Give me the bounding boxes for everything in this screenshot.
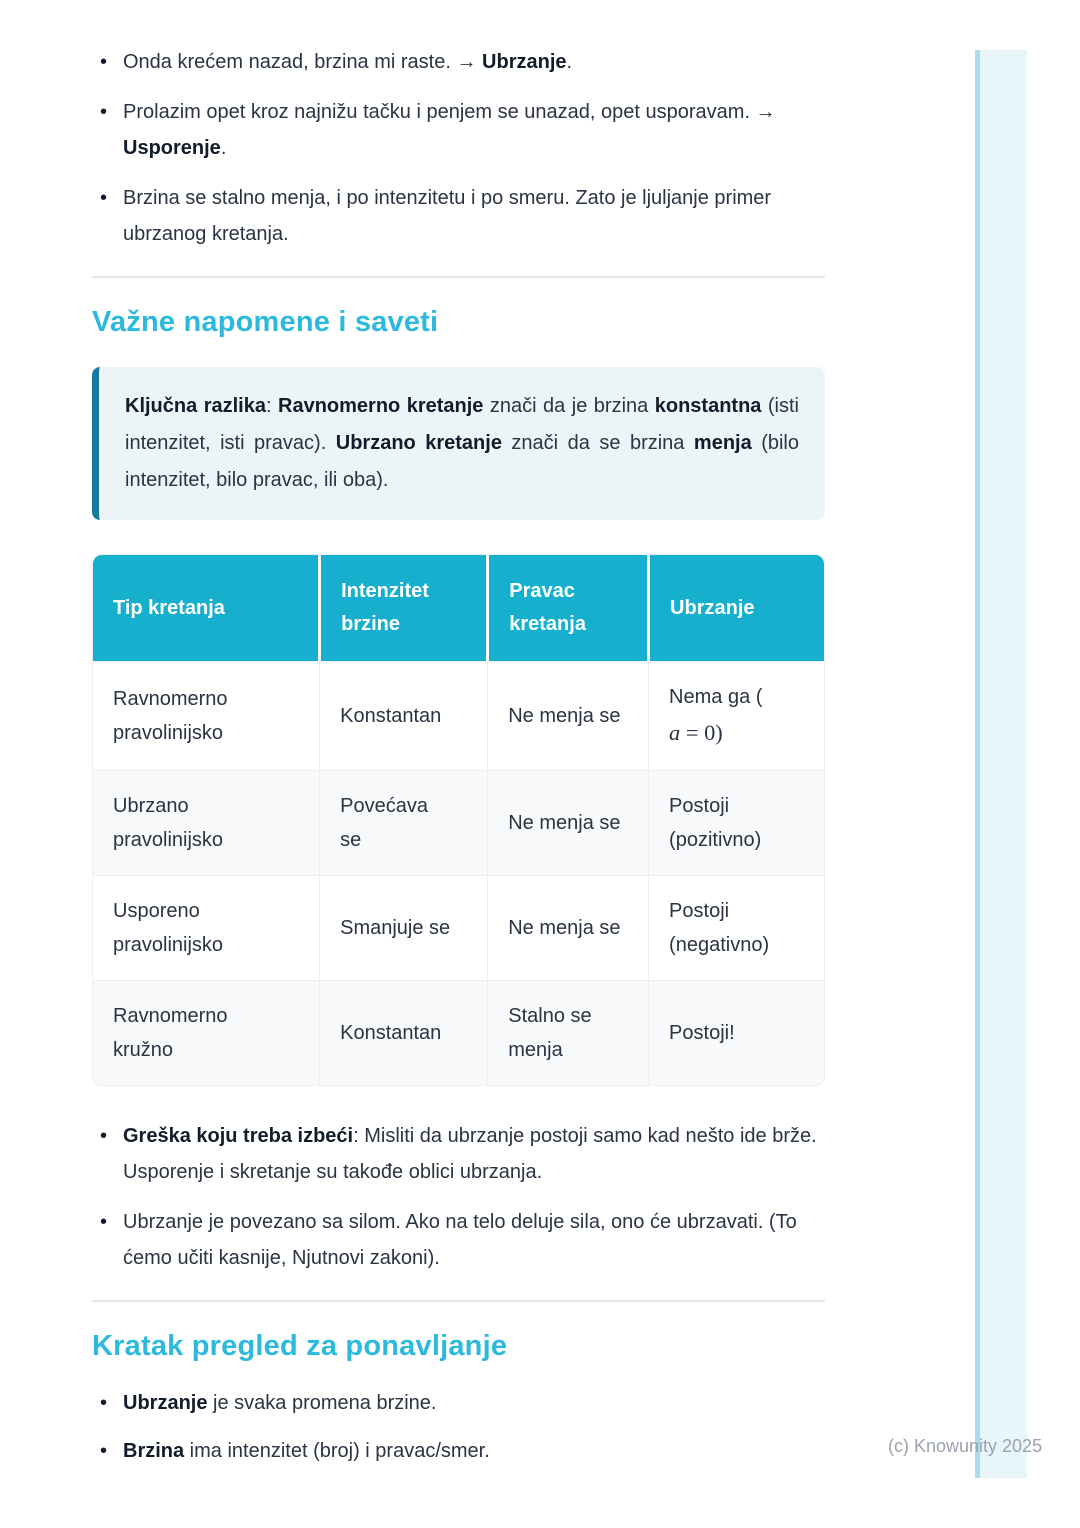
text: = 0) [680,720,723,745]
table-cell [649,981,824,1086]
bullet-item [92,1118,825,1190]
side-accent-bar [975,50,1027,1478]
text: Ravnomerno [113,1005,228,1028]
text: pravolinijsko [113,829,224,852]
bullet-item [92,1204,825,1276]
text: . [220,137,227,159]
table-header-row [93,555,824,662]
text: Povećava [340,795,428,818]
text: znači da je brzina [483,395,655,417]
watermark: (c) Knowunity 2025 [888,1436,1043,1456]
text: Ravnomerno [113,688,228,711]
text: Prolazim opet kroz najnižu tačku i penjem se unazad, opet usporavam. → [123,101,776,123]
text: pravolinijsko [113,934,224,957]
text: Nema ga ( [669,686,763,708]
table-row [93,771,824,876]
text: kružno [113,1039,174,1062]
text: : Misliti da ubrzanje postoji samo kad nešto ide brže. Usporenje i skretanje su takođe oblici ubrzanja. [123,1125,817,1184]
text: . [566,51,573,73]
bold-text: Ubrzano kretanje [335,432,502,454]
table-header-cell: Intenzitet brzine [320,555,488,662]
table-cell [488,662,649,771]
table-header-cell: Ubrzanje [649,555,824,662]
table-cell [649,662,824,771]
page-content [92,44,825,1481]
text: (pozitivno) [669,829,762,852]
text: Brzina se stalno menja, i po intenzitetu i po smeru. Zato je ljuljanje primer ubrzanog kretanja. [123,187,772,245]
bullet-item [92,1385,825,1421]
table-row [93,662,824,771]
table-header-cell: Pravac kretanja [488,555,649,662]
text: : [265,395,278,417]
table-cell [320,662,488,771]
text: (bilo intenzitet, bilo pravac, ili oba). [125,432,799,491]
table-cell [488,981,649,1086]
table-cell [320,876,488,981]
text: Onda krećem nazad, brzina mi raste. → [123,51,483,73]
bold-text: konstantna [654,395,762,417]
motion-table-head [93,555,824,662]
table-cell [488,876,649,981]
text: Konstantan [340,705,442,728]
motion-table [93,555,824,1085]
text: (negativno) [669,934,770,957]
bold-text: Greška koju treba izbeći [123,1125,354,1148]
table-row [93,981,824,1086]
bold-text: Brzina [123,1440,185,1463]
table-cell [649,876,824,981]
text: ima intenzitet (broj) i pravac/smer. [184,1440,490,1463]
text: znači da se brzina [501,432,694,454]
section-title-notes: Važne napomene i saveti [92,306,439,338]
table-row [93,876,824,981]
text: Ubrzanje je povezano sa silom. Ako na telo deluje sila, ono će ubrzavati. (To ćemo učiti kasnije, Njutnovi zakoni). [123,1211,797,1270]
bullet-item [92,94,825,166]
text: a [669,720,681,745]
table-cell [93,771,320,876]
bullet-item [92,44,825,80]
summary-bullet-list [92,1385,825,1469]
text: Stalno se [508,1005,592,1028]
table-cell [488,771,649,876]
table-cell [320,981,488,1086]
table-cell [93,876,320,981]
intro-bullet-list [92,44,825,252]
section-divider [92,1300,825,1302]
table-cell [649,771,824,876]
table-header-cell: Tip kretanja [93,555,320,662]
notes-bullet-list [92,1118,825,1276]
text: Postoji [669,795,730,818]
text: Konstantan [340,1022,442,1045]
motion-table-wrapper [92,554,825,1086]
text: je svaka promena brzine. [207,1392,437,1415]
bullet-item [92,1433,825,1469]
section-divider [92,276,825,278]
bullet-item [92,180,825,252]
text: Postoji! [669,1022,735,1045]
bold-text: Ravnomerno kretanje [278,395,484,417]
key-difference-callout [92,367,825,520]
text: se [340,829,362,852]
table-cell [93,981,320,1086]
motion-table-body [93,662,824,1086]
bold-text: Usporenje [123,137,221,159]
text: (isti intenzitet, isti pravac). [125,395,799,454]
text: Ne menja se [508,705,621,728]
table-cell [320,771,488,876]
bold-text: Ubrzanje [482,51,567,73]
text: Smanjuje se [340,917,451,940]
text: pravolinijsko [113,722,224,745]
table-cell [93,662,320,771]
text: Ne menja se [508,812,621,835]
text: Usporeno [113,900,200,923]
bold-text: Ključna razlika [125,395,266,417]
text: Ubrzano [113,795,189,818]
text: Postoji [669,900,730,923]
section-title-summary: Kratak pregled za ponavljanje [92,1330,508,1363]
text: Ne menja se [508,917,621,940]
bold-text: menja [693,432,752,454]
bold-text: Ubrzanje [123,1392,208,1415]
text: menja [508,1039,563,1062]
